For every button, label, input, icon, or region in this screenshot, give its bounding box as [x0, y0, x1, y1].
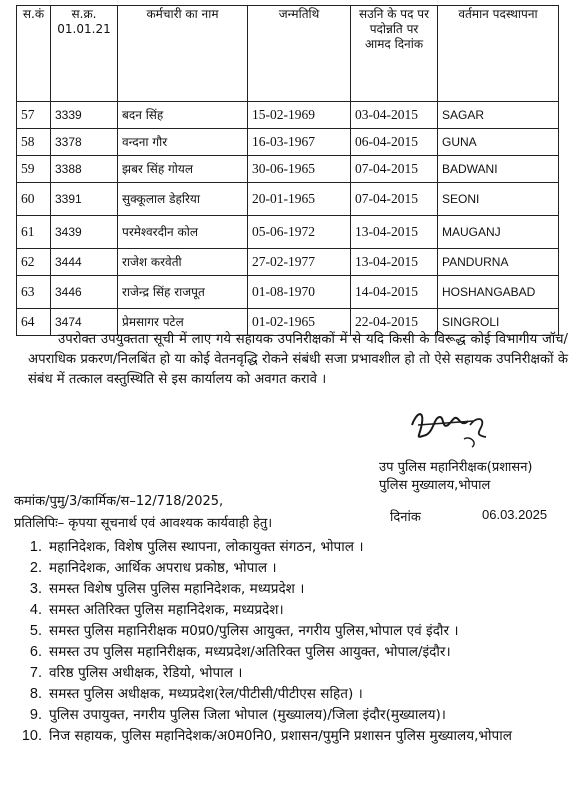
table-row — [17, 249, 559, 276]
list-item-text: पुलिस उपायुक्त, नगरीय पुलिस जिला भोपाल (मुख्यालय)/जिला इंदौर(मुख्यालय)। — [49, 707, 446, 723]
list-item-number: 2. — [29, 560, 42, 576]
cell-dob: 15-02-1969 — [248, 102, 351, 129]
cell-sno: 58 — [17, 129, 51, 156]
list-item — [14, 726, 570, 747]
cell-name: झबर सिंह गोयल — [118, 156, 248, 183]
cell-posting: GUNA — [438, 129, 559, 156]
cell-dob: 01-08-1970 — [248, 276, 351, 309]
list-item-text: समस्त पुलिस महानिरीक्षक म0प्र0/पुलिस आयुक्त, नगरीय पुलिस,भोपाल एवं इंदौर । — [49, 623, 459, 639]
cell-sno: 59 — [17, 156, 51, 183]
cell-promotion-date: 13-04-2015 — [351, 249, 438, 276]
cell-promotion-date: 06-04-2015 — [351, 129, 438, 156]
table-row — [17, 129, 559, 156]
cell-promotion-date: 07-04-2015 — [351, 183, 438, 216]
cell-code: 3388 — [51, 156, 118, 183]
signature-image — [404, 395, 494, 455]
table-row — [17, 216, 559, 249]
cell-name: वन्दना गौर — [118, 129, 248, 156]
list-item-number: 4. — [29, 602, 42, 618]
cell-sno: 61 — [17, 216, 51, 249]
list-item — [14, 558, 570, 579]
cell-sno: 57 — [17, 102, 51, 129]
list-item — [14, 600, 570, 621]
list-item-number: 3. — [29, 581, 42, 597]
cell-name: परमेश्वरदीन कोल — [118, 216, 248, 249]
list-item-number: 5. — [29, 623, 42, 639]
list-item — [14, 537, 570, 558]
recipient-list — [14, 537, 570, 747]
cell-posting: HOSHANGABAD — [438, 276, 559, 309]
table-row — [17, 276, 559, 309]
instruction-paragraph — [28, 330, 568, 390]
header-name: कर्मचारी का नाम — [118, 6, 248, 102]
list-item-text: निज सहायक, पुलिस महानिदेशक/अ0म0नि0, प्रशासन/पुमुनि प्रशासन पुलिस मुख्यालय,भोपाल — [49, 728, 512, 744]
header-promotion-date: सउनि के पद पर पदोन्नति पर आमद दिनांक — [351, 6, 438, 102]
cell-code: 3439 — [51, 216, 118, 249]
cell-sno: 63 — [17, 276, 51, 309]
cell-dob: 16-03-1967 — [248, 129, 351, 156]
signatory-designation: उप पुलिस महानिरीक्षक(प्रशासन) — [379, 460, 533, 475]
list-item-text: समस्त विशेष पुलिस पुलिस महानिदेशक, मध्यप्रदेश । — [49, 581, 305, 597]
cell-promotion-date: 07-04-2015 — [351, 156, 438, 183]
list-item-number: 1. — [29, 539, 42, 555]
cell-promotion-date: 22-04-2015 — [351, 309, 438, 336]
cell-sno: 62 — [17, 249, 51, 276]
cell-sno: 64 — [17, 309, 51, 336]
list-item — [14, 663, 570, 684]
list-item-text: वरिष्ठ पुलिस अधीक्षक, रेडियो, भोपाल । — [49, 665, 243, 681]
cell-posting: SEONI — [438, 183, 559, 216]
cell-code: 3474 — [51, 309, 118, 336]
cell-posting: MAUGANJ — [438, 216, 559, 249]
header-sno: स.कं — [17, 6, 51, 102]
signatory-block — [379, 459, 533, 495]
table-row — [17, 156, 559, 183]
list-item-number: 9. — [29, 707, 42, 723]
table-row — [17, 183, 559, 216]
cell-posting: SINGROLI — [438, 309, 559, 336]
cell-name: बदन सिंह — [118, 102, 248, 129]
cell-promotion-date: 13-04-2015 — [351, 216, 438, 249]
header-code: स.क्र. 01.01.21 — [51, 6, 118, 102]
cell-dob: 20-01-1965 — [248, 183, 351, 216]
signatory-date-label: दिनांक — [390, 510, 421, 525]
list-item-number: 7. — [29, 665, 42, 681]
cell-code: 3378 — [51, 129, 118, 156]
list-item-text: महानिदेशक, आर्थिक अपराध प्रकोष्ठ, भोपाल । — [49, 560, 277, 576]
cell-name: प्रेमसागर पटेल — [118, 309, 248, 336]
list-item-number: 6. — [29, 644, 42, 660]
list-item-text: समस्त अतिरिक्त पुलिस महानिदेशक, मध्यप्रदेश। — [49, 602, 284, 618]
table-header-row — [17, 6, 559, 102]
cell-sno: 60 — [17, 183, 51, 216]
cell-posting: PANDURNA — [438, 249, 559, 276]
header-dob: जन्मतिथि — [248, 6, 351, 102]
cell-code: 3391 — [51, 183, 118, 216]
list-item — [14, 705, 570, 726]
cell-code: 3339 — [51, 102, 118, 129]
cell-posting: SAGAR — [438, 102, 559, 129]
cell-name: राजेश करवेती — [118, 249, 248, 276]
list-item-text: महानिदेशक, विशेष पुलिस स्थापना, लोकायुक्त संगठन, भोपाल । — [49, 539, 364, 555]
list-item-number: 10. — [21, 728, 42, 744]
cell-dob: 01-02-1965 — [248, 309, 351, 336]
cell-code: 3444 — [51, 249, 118, 276]
cell-name: सुक्कूलाल डेहरिया — [118, 183, 248, 216]
list-item — [14, 642, 570, 663]
list-item — [14, 684, 570, 705]
paragraph-text: उपरोक्त उपयुक्तता सूची में लाए गये सहायक उपनिरीक्षकों में से यदि किसी के विरूद्ध कोई विभागीय जॉच/अपराधिक प्रकरण/निलबिंत हो या कोई वेतनवृद्धि रोकने संबंधी सजा प्रभावशील हो तो ऐसे सहायक उपनिरीक्षकों के संबंध में तत्काल वस्तुस्थिति से इस कार्यालय को अवगत करावे । — [28, 332, 568, 387]
order-number: कमांक/पुमु/3/कार्मिक/स–12/718/2025, — [14, 494, 224, 509]
signatory-office: पुलिस मुख्यालय,भोपाल — [379, 478, 491, 493]
suitability-table — [16, 5, 559, 336]
cell-name: राजेन्द्र सिंह राजपूत — [118, 276, 248, 309]
list-item-number: 8. — [29, 686, 42, 702]
signatory-date-value: 06.03.2025 — [482, 507, 548, 522]
cell-dob: 27-02-1977 — [248, 249, 351, 276]
copy-to-line: प्रतिलिपिः– कृपया सूचनार्थ एवं आवश्यक कार्यवाही हेतु। — [14, 516, 273, 531]
cell-dob: 30-06-1965 — [248, 156, 351, 183]
list-item-text: समस्त पुलिस अधीक्षक, मध्यप्रदेश(रेल/पीटीसी/पीटीएस सहित) । — [49, 686, 363, 702]
cell-code: 3446 — [51, 276, 118, 309]
list-item-text: समस्त उप पुलिस महानिरीक्षक, मध्यप्रदेश/अतिरिक्त पुलिस आयुक्त, भोपाल/इंदौर। — [49, 644, 451, 660]
cell-promotion-date: 14-04-2015 — [351, 276, 438, 309]
cell-posting: BADWANI — [438, 156, 559, 183]
table-row — [17, 102, 559, 129]
header-posting: वर्तमान पदस्थापना — [438, 6, 559, 102]
cell-promotion-date: 03-04-2015 — [351, 102, 438, 129]
list-item — [14, 579, 570, 600]
cell-dob: 05-06-1972 — [248, 216, 351, 249]
list-item — [14, 621, 570, 642]
